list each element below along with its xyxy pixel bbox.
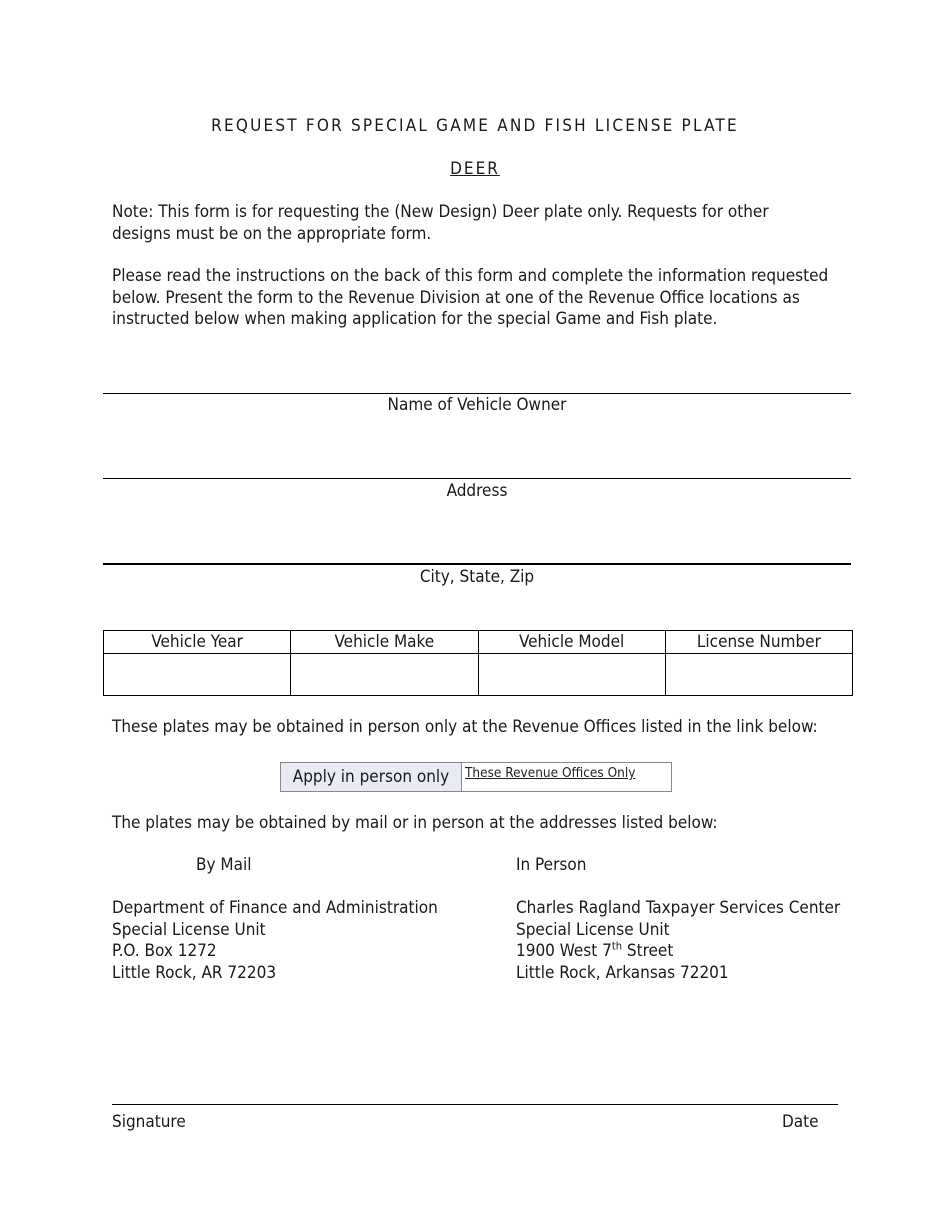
apply-in-person-label: Apply in person only [281,763,462,791]
vehicle-table-header-row [104,631,853,654]
date-label: Date [782,1112,819,1132]
signature-line[interactable] [112,1104,838,1105]
revenue-offices-link[interactable]: These Revenue Offices Only [465,765,636,781]
mail-address-line: P.O. Box 1272 [112,941,217,961]
city-state-zip-line[interactable] [103,563,851,565]
mail-address-line: Special License Unit [112,919,266,940]
form-title: REQUEST FOR SPECIAL GAME AND FISH LICENSE PLATE [211,116,739,136]
license-number-header: License Number [665,631,852,654]
mail-address-line: Department of Finance and Administration [112,898,438,918]
street-number: 1900 West 7 [516,941,612,961]
by-mail-heading: By Mail [196,855,252,875]
in-person-text: These plates may be obtained in person only at the Revenue Offices listed in the link below: [112,717,818,737]
vehicle-table-input-row [104,654,853,696]
apply-in-person-box [280,762,672,792]
vehicle-model-header: Vehicle Model [478,631,665,654]
in-person-address-line: Little Rock, Arkansas 72201 [516,962,729,983]
in-person-address-block [516,898,840,984]
vehicle-year-field[interactable] [104,654,291,696]
owner-name-label: Name of Vehicle Owner [387,395,567,415]
in-person-address-line: Charles Ragland Taxpayer Services Center [516,898,841,918]
vehicle-model-field[interactable] [478,654,665,696]
note-paragraph: Note: This form is for requesting the (New Design) Deer plate only. Requests for other designs must be on the appropriate form. [112,202,769,244]
mail-intro-text: The plates may be obtained by mail or in person at the addresses listed below: [112,813,718,833]
street-name: Street [622,941,674,961]
license-number-field[interactable] [665,654,852,696]
in-person-address-line [516,941,840,963]
vehicle-make-field[interactable] [291,654,478,696]
mail-address-line: Little Rock, AR 72203 [112,962,277,983]
in-person-address-line: Special License Unit [516,919,670,940]
in-person-heading: In Person [516,855,587,875]
city-state-zip-label: City, State, Zip [419,567,535,587]
address-label: Address [446,481,508,501]
street-ordinal: th [611,939,623,953]
form-subtitle [0,159,950,179]
vehicle-info-table [103,630,853,696]
instructions-paragraph: Please read the instructions on the back of this form and complete the information requested below. Present the form to the Revenue Division at one of the Revenue Office locations as instructed below when making application for the special Game and Fish plate. [112,266,829,329]
vehicle-make-header: Vehicle Make [291,631,478,654]
vehicle-year-header: Vehicle Year [104,631,291,654]
signature-label: Signature [112,1112,186,1132]
address-line[interactable] [103,478,851,479]
owner-name-line[interactable] [103,393,851,394]
subtitle-text: DEER [450,159,500,179]
mail-address-block [112,898,438,984]
